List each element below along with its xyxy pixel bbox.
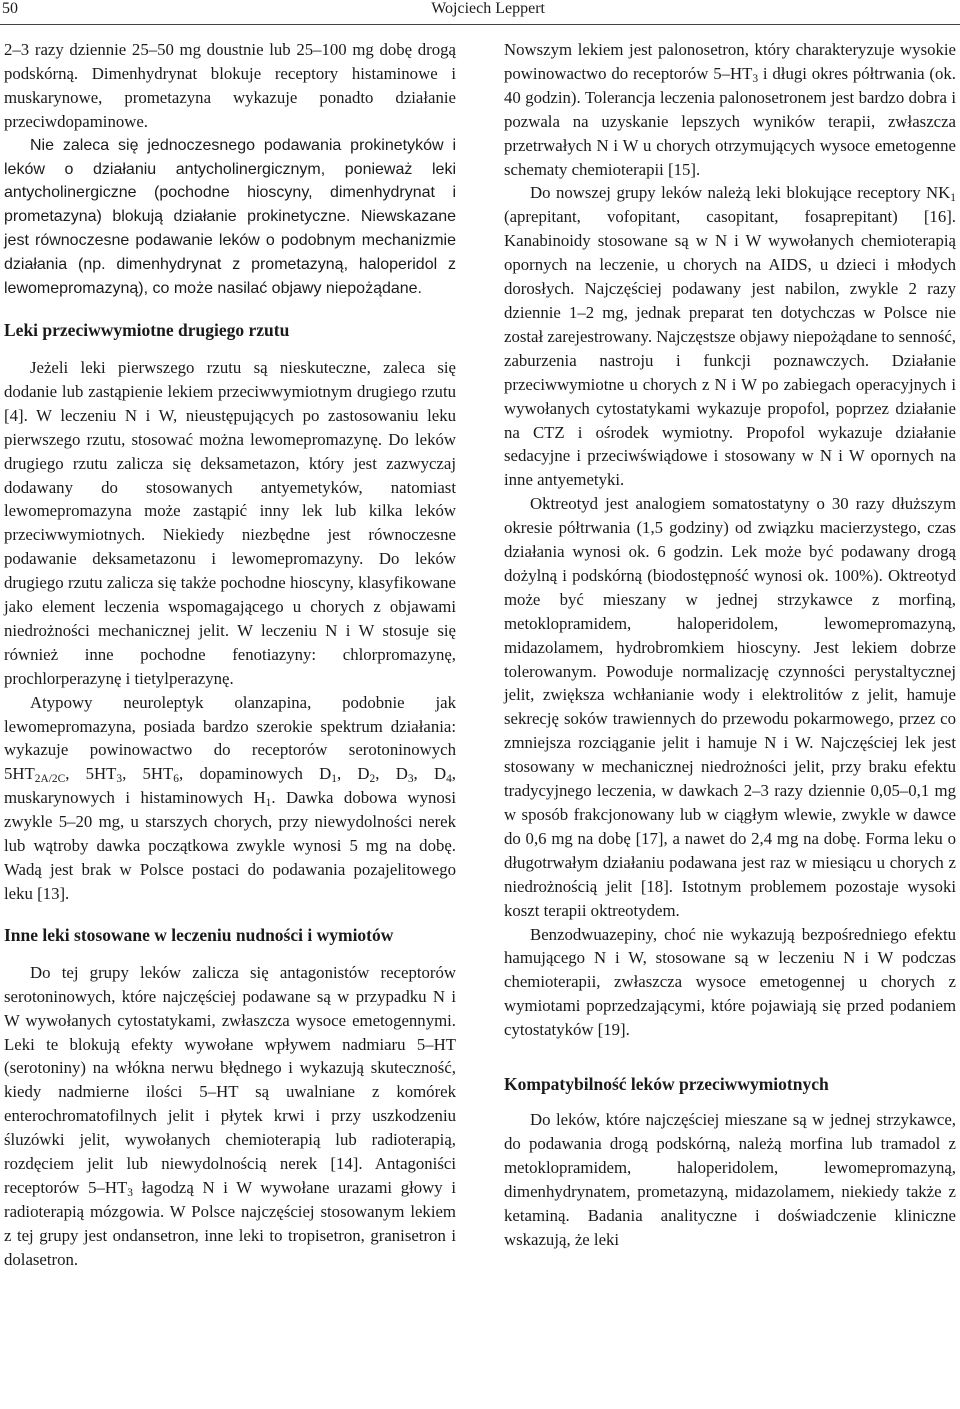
running-author: Wojciech Leppert: [431, 0, 545, 17]
paragraph: Atypowy neuroleptyk olanzapina, podobnie jak lewomepromazyna, posiada bardzo szerokie spektrum działania: wykazuje powinowactwo do receptorów serotoninowych $5HT_{2A/2C}$, $5HT_3$, $5HT_6$, dopaminowych $D_1$, $D_2$, $D_3$, $D_4$, muskarynowych i histaminowych $H_1$. Dawka dobowa wynosi zwykle 5–20 mg, u starszych chorych, przy niewydolności nerek lub wątroby dawka początkowa zwykle wynosi 5 mg na dobę. Wadą jest brak w Polsce postaci do podawania pozajelitowego leku [13].: [4, 692, 456, 903]
section-heading: Inne leki stosowane w leczeniu nudności i wymiotów: [4, 924, 394, 945]
page-number: 50: [2, 0, 18, 17]
paragraph: Benzodwuazepiny, choć nie wykazują bezpośredniego efektu hamującego N i W, stosowane są w leczeniu N i W podczas chemioterapii, zwłaszcza wysoce emetogennej u chorych z wymiotami poprzedzającymi, które pojawiają się przed podaniem cytostatyków [19].: [504, 924, 956, 1040]
header-divider: [0, 24, 960, 25]
left-column: [4, 38, 456, 1272]
paragraph: Do nowszej grupy leków należą leki blokujące receptory $NK_1$ (aprepitant, vofopitant, casopitant, fosaprepitant) [16]. Kanabinoidy stosowane są w N i W wywołanych chemioterapią opornych na leczenie, u chorych na AIDS, u dzieci i młodych dorosłych. Najczęściej podawany jest nabilon, zwykle 2 razy dziennie 1–2 mg, jednak preparat ten dotychczas w Polsce nie został zarejestrowany. Najczęstsze objawy niepożądane to senność, zaburzenia nastroju i funkcji poznawczych. Działanie przeciwwymiotne u chorych z N i W po zabiegach operacyjnych i wywołanych cytostatykami wykazuje propofol, poprzez działanie na CTZ i ośrodek wymiotny. Propofol wykazuje działanie sedacyjne i przeciwświądowe i stosowany w N i W opornych na inne antyemetyki.: [504, 183, 956, 490]
running-head: [0, 0, 960, 24]
paragraph: Do leków, które najczęściej mieszane są w jednej strzykawce, do podawania drogą podskórną, należą morfina lub tramadol z metoklopramidem, haloperidolem, lewomepromazyną, dimenhydrynatem, prometazyną, midazolamem, niekiedy także z ketaminą. Badania analityczne i doświadczenie kliniczne wskazują, że leki: [504, 1110, 956, 1249]
paragraph: Oktreotyd jest analogiem somatostatyny o 30 razy dłuższym okresie półtrwania (1,5 godziny) od związku macierzystego, czas działania wynosi ok. 6 godzin. Lek może być podawany drogą dożylną i podskórną (biodostępność wynosi ok. 100%). Oktreotyd może być mieszany w jednej strzykawce z morfiną, metoklopramidem, haloperidolem, lewomepromazyną, midazolamem, hydrobromkiem hioscyny. Jest lekiem dobrze tolerowanym. Powoduje normalizację czynności perystaltycznej jelit, zwiększa wchłanianie wody i elektrolitów z jelit, hamuje sekrecję soków trawiennych do przewodu pokarmowego, przez co zmniejsza rozciąganie jelit i hamuje N i W. Najczęściej lek jest stosowany w mechanicznej niedrożności jelit, przy braku efektu tradycyjnego leczenia, w dawkach 2–3 razy dziennie 0,05–0,1 mg w sposób frakcjonowany lub w ciągłym wlewie, zwykle w dawce do 0,6 mg na dobę [17], a nawet do 2,4 mg na dobę. Forma leku o długotrwałym działaniu podawana jest raz w miesiącu u chorych z niedrożnością jelit [18]. Istotnym problemem pozostaje wysoki koszt terapii oktreotydem.: [504, 494, 956, 920]
paragraph: Nie zaleca się jednoczesnego podawania prokinetyków i leków o działaniu antycholinergicznym, ponieważ leki antycholinergiczne (pochodne hioscyny, dimenhydrynat i prometazyna) blokują działanie prokinetyczne. Niewskazane jest równoczesne podawanie leków o podobnym mechanizmie działania (np. dimenhydrynat z prometazyną, haloperidol z lewomepromazyną), co może nasilać objawy niepożądane.: [4, 136, 456, 298]
section-heading: Leki przeciwwymiotne drugiego rzutu: [4, 319, 290, 340]
paragraph: Nowszym lekiem jest palonosetron, który charakteryzuje wysokie powinowactwo do receptorów $5-HT_3$ i długi okres półtrwania (ok. 40 godzin). Tolerancja leczenia palonosetronem jest bardzo dobra i pozwala na uzyskanie lepszych wyników terapii, zwłaszcza przetrwałych N i W u chorych otrzymujących wysoce emetogenne schematy chemioterapii [15].: [504, 40, 957, 179]
paragraph: Jeżeli leki pierwszego rzutu są nieskuteczne, zaleca się dodanie lub zastąpienie lekiem przeciwwymiotnym drugiego rzutu [4]. W leczeniu N i W, nieustępujących po zastosowaniu leku pierwszego rzutu, stosować można lewomepromazynę. Do leków drugiego rzutu zalicza się deksametazon, który jest zazwyczaj dodawany do stosowanych antyemetyków, natomiast lewomepromazyna może zastąpić inny lek lub kilka leków przeciwwymiotnych. Niekiedy niezbędne jest równoczesne podawanie deksametazonu i lewomepromazyny. Do leków drugiego rzutu zalicza się także pochodne hioscyny, klasyfikowane jako element leczenia wspomagającego u chorych z objawami niedrożności mechanicznej jelit. W leczeniu N i W stosuje się również inne pochodne fenotiazyny: chlorpromazynę, prochlorperazynę i tietylperazynę.: [4, 357, 456, 688]
right-column: [504, 38, 956, 1252]
paragraph: Do tej grupy leków zalicza się antagonistów receptorów serotoninowych, które najczęściej podawane są w przypadku N i W wywołanych cytostatykami, zwłaszcza wysoce emetogennymi. Leki te blokują efekty wywołane wpływem nadmiaru 5–HT (serotoniny) na włókna nerwu błędnego i wykazują skuteczność, kiedy nadmierne ilości 5–HT są uwalniane z komórek enterochromatofilnych jelit i płytek krwi i przy uszkodzeniu śluzówki jelit, wywołanych chemioterapią lub radioterapią, rozdęciem jelit lub niewydolnością nerek [14]. Antagoniści receptorów $5-HT_3$ łagodzą N i W wywołane urazami głowy i radioterapią mózgowia. W Polsce najczęściej stosowanym lekiem z tej grupy jest ondansetron, inne leki to tropisetron, granisetron i dolasetron.: [4, 962, 456, 1269]
section-heading: Kompatybilność leków przeciwwymiotnych: [504, 1074, 829, 1095]
paragraph: 2–3 razy dziennie 25–50 mg doustnie lub 25–100 mg dobę drogą podskórną. Dimenhydrynat blokuje receptory histaminowe i muskarynowe, prometazyna wykazuje ponadto działanie przeciwdopaminowe.: [4, 40, 456, 131]
